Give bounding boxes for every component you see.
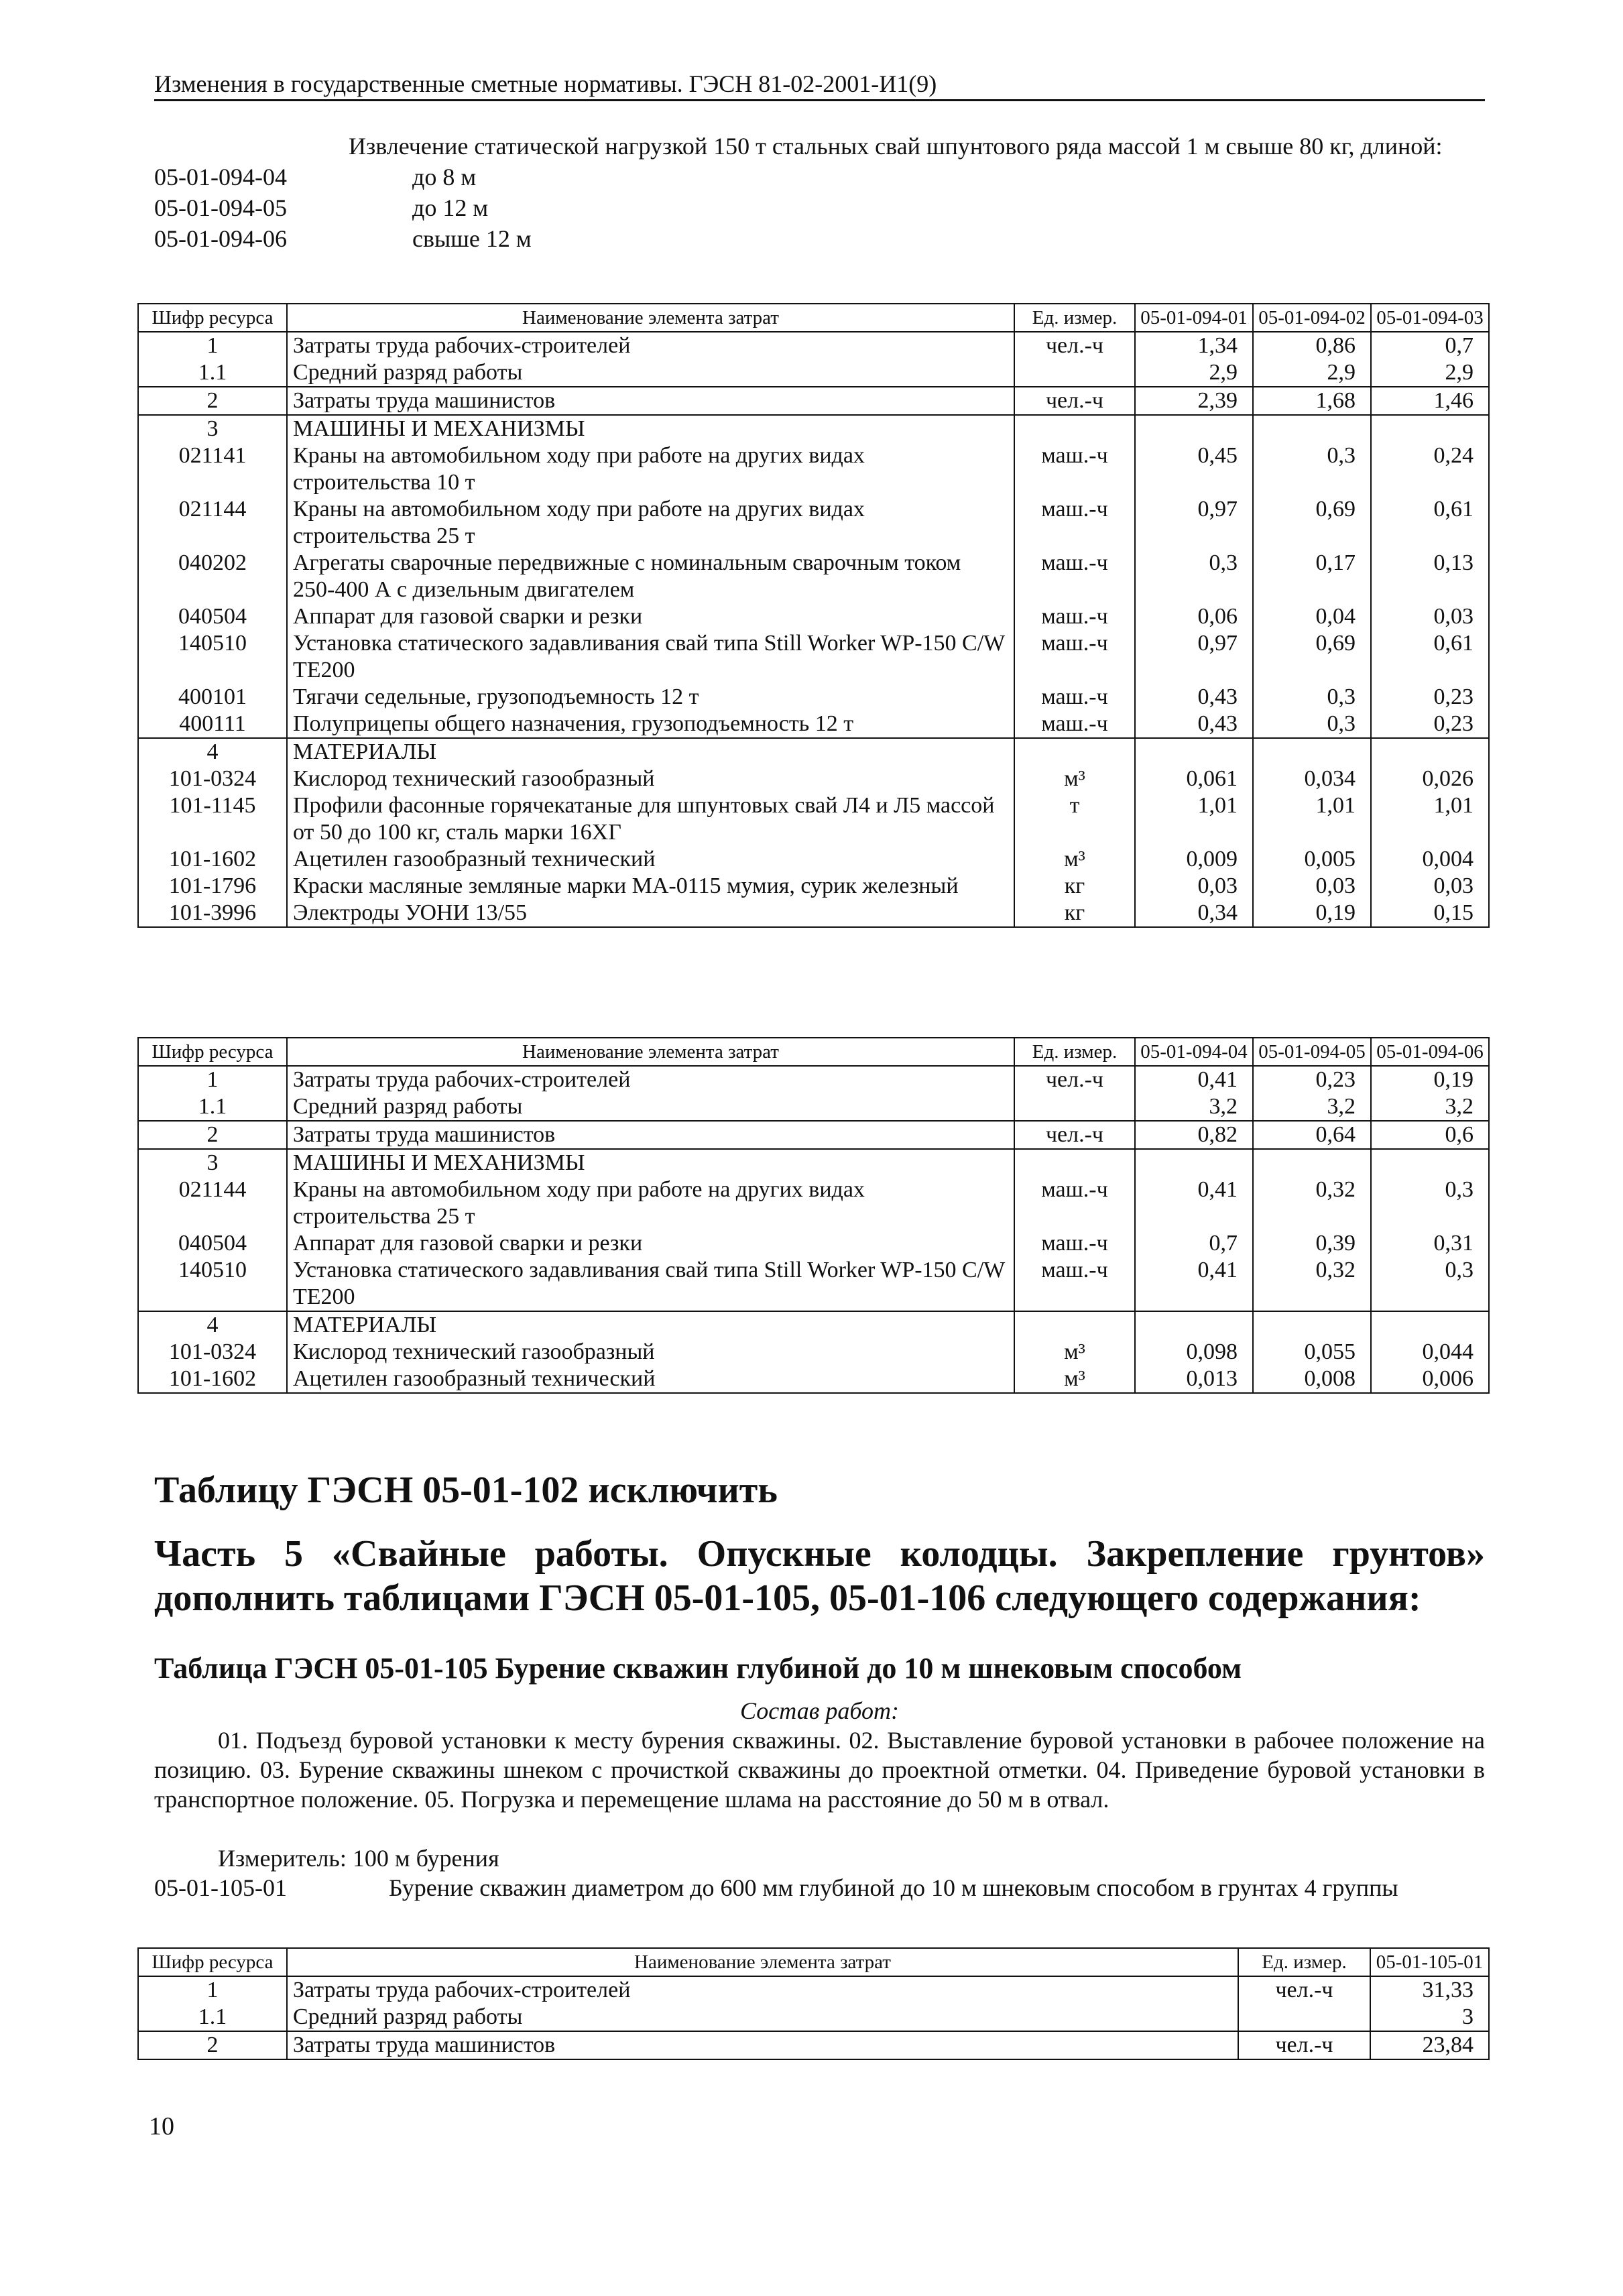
- norm-value: 0,24: [1371, 442, 1489, 496]
- resource-unit: м³: [1014, 766, 1135, 792]
- norm-value: 0,026: [1371, 766, 1489, 792]
- resource-name: Средний разряд работы: [287, 1093, 1014, 1121]
- norm-value: 0,43: [1135, 684, 1253, 711]
- table-row: [138, 1230, 1489, 1257]
- norm-value: 0,04: [1253, 603, 1371, 630]
- resource-code: 2: [138, 2031, 287, 2059]
- norm-value: [1253, 1311, 1371, 1339]
- resource-code: 2: [138, 387, 287, 415]
- norm-value: 2,9: [1135, 359, 1253, 387]
- resource-unit: кг: [1014, 873, 1135, 900]
- table-row: [138, 550, 1489, 603]
- resource-name: Средний разряд работы: [287, 2004, 1238, 2031]
- col-norm-header: 05-01-105-01: [1370, 1948, 1489, 1976]
- col-name-header: Наименование элемента затрат: [287, 1948, 1238, 1976]
- resource-name: Затраты труда рабочих-строителей: [287, 1976, 1238, 2004]
- resource-name: Кислород технический газообразный: [287, 1339, 1014, 1366]
- norm-value: 1,01: [1371, 792, 1489, 846]
- norm-value: 0,41: [1135, 1176, 1253, 1230]
- resource-name: Затраты труда машинистов: [287, 2031, 1238, 2059]
- resource-code: 101-0324: [138, 1339, 287, 1366]
- norm-value: 0,86: [1253, 332, 1371, 359]
- resource-unit: маш.-ч: [1014, 496, 1135, 550]
- resource-name: Краски масляные земляные марки МА-0115 мумия, сурик железный: [287, 873, 1014, 900]
- norm-value: 0,03: [1135, 873, 1253, 900]
- table-row: [138, 1339, 1489, 1366]
- col-norm-header: 05-01-094-01: [1135, 304, 1253, 332]
- norm-value: [1371, 1311, 1489, 1339]
- col-norm-header: 05-01-094-05: [1253, 1038, 1371, 1066]
- resource-unit: м³: [1014, 1339, 1135, 1366]
- resource-name: Электроды УОНИ 13/55: [287, 900, 1014, 927]
- norm-value: 3,2: [1135, 1093, 1253, 1121]
- norm-value: 0,055: [1253, 1339, 1371, 1366]
- resource-unit: маш.-ч: [1014, 684, 1135, 711]
- norm-value: 1,01: [1253, 792, 1371, 846]
- norm-value: 0,3: [1253, 442, 1371, 496]
- page-number: 10: [149, 2112, 174, 2140]
- norm-value: 0,31: [1371, 1230, 1489, 1257]
- norm-value: 0,69: [1253, 630, 1371, 684]
- table-row: [138, 1257, 1489, 1311]
- norm-value: 0,32: [1253, 1176, 1371, 1230]
- resource-code: 1: [138, 1066, 287, 1093]
- resource-table-1: [137, 303, 1490, 928]
- col-code-header: Шифр ресурса: [138, 1038, 287, 1066]
- table-row: [138, 442, 1489, 496]
- norm-value: 0,23: [1253, 1066, 1371, 1093]
- norm-value: 3,2: [1253, 1093, 1371, 1121]
- resource-code: 101-0324: [138, 766, 287, 792]
- norm-value: 1,34: [1135, 332, 1253, 359]
- table-row: [138, 1976, 1489, 2004]
- col-unit-header: Ед. измер.: [1238, 1948, 1370, 1976]
- norm-value: 0,03: [1371, 873, 1489, 900]
- resource-unit: маш.-ч: [1014, 603, 1135, 630]
- resource-unit: т: [1014, 792, 1135, 846]
- norm-value: 0,97: [1135, 630, 1253, 684]
- norm-value: 0,34: [1135, 900, 1253, 927]
- resource-code: 101-1602: [138, 846, 287, 873]
- resource-unit: маш.-ч: [1014, 550, 1135, 603]
- resource-name: МАШИНЫ И МЕХАНИЗМЫ: [287, 415, 1014, 442]
- table-row: [138, 496, 1489, 550]
- norm-value: 0,004: [1371, 846, 1489, 873]
- item-code: 05-01-105-01: [154, 1874, 287, 1901]
- norm-value: 23,84: [1370, 2031, 1489, 2059]
- norm-value: 0,3: [1371, 1257, 1489, 1311]
- work-title: Состав работ:: [740, 1697, 899, 1724]
- resource-name: Затраты труда машинистов: [287, 387, 1014, 415]
- resource-unit: чел.-ч: [1238, 2031, 1370, 2059]
- heading-table105: Таблица ГЭСН 05-01-105 Бурение скважин глубиной до 10 м шнековым способом: [154, 1652, 1242, 1685]
- resource-name: Ацетилен газообразный технический: [287, 846, 1014, 873]
- resource-code: 1: [138, 1976, 287, 2004]
- norm-value: 0,3: [1371, 1176, 1489, 1230]
- resource-name: МАШИНЫ И МЕХАНИЗМЫ: [287, 1149, 1014, 1176]
- table-row: [138, 684, 1489, 711]
- norm-value: 3: [1370, 2004, 1489, 2031]
- table-row: [138, 873, 1489, 900]
- norm-value: [1135, 415, 1253, 442]
- norm-value: [1253, 1149, 1371, 1176]
- norm-value: 0,97: [1135, 496, 1253, 550]
- table-row: [138, 1311, 1489, 1339]
- resource-unit: маш.-ч: [1014, 442, 1135, 496]
- resource-code: 1.1: [138, 1093, 287, 1121]
- norm-value: 0,005: [1253, 846, 1371, 873]
- resource-name: Краны на автомобильном ходу при работе на других видах строительства 25 т: [287, 496, 1014, 550]
- norm-value: 0,3: [1253, 684, 1371, 711]
- col-code-header: Шифр ресурса: [138, 304, 287, 332]
- table-row: [138, 630, 1489, 684]
- resource-unit: [1014, 738, 1135, 766]
- work-text: 01. Подъезд буровой установки к месту бурения скважины. 02. Выставление буровой установки в рабочее положение на позицию. 03. Бурение скважины шнеком с прочисткой скважины до проектной отметки. 04. Приведение буровой установки в транспортное положение. 05. Погрузка и перемещение шлама на расстояние до 50 м в отвал.: [154, 1727, 1485, 1813]
- resource-unit: м³: [1014, 846, 1135, 873]
- col-norm-header: 05-01-094-03: [1371, 304, 1489, 332]
- resource-code: 140510: [138, 1257, 287, 1311]
- norm-value: [1135, 738, 1253, 766]
- norm-value: 0,7: [1135, 1230, 1253, 1257]
- norm-value: 2,9: [1253, 359, 1371, 387]
- norm-value: 0,41: [1135, 1257, 1253, 1311]
- intro-block: [154, 131, 1488, 254]
- resource-unit: чел.-ч: [1014, 387, 1135, 415]
- table-row: [138, 359, 1489, 387]
- resource-code: 021141: [138, 442, 287, 496]
- resource-table-2: [137, 1037, 1490, 1394]
- norm-value: 0,13: [1371, 550, 1489, 603]
- resource-code: 400111: [138, 711, 287, 738]
- resource-code: 2: [138, 1121, 287, 1149]
- meter-text: Измеритель: 100 м бурения: [218, 1845, 499, 1872]
- norm-value: 0,06: [1135, 603, 1253, 630]
- resource-code: 101-1796: [138, 873, 287, 900]
- norm-value: 0,013: [1135, 1366, 1253, 1393]
- intro-text: до 8 м: [412, 164, 477, 190]
- norm-value: 0,3: [1253, 711, 1371, 738]
- resource-unit: кг: [1014, 900, 1135, 927]
- intro-title: Извлечение статической нагрузкой 150 т стальных свай шпунтового ряда массой 1 м свыше 80 кг, длиной:: [349, 133, 1443, 160]
- resource-name: МАТЕРИАЛЫ: [287, 738, 1014, 766]
- resource-unit: маш.-ч: [1014, 1257, 1135, 1311]
- resource-unit: маш.-ч: [1014, 1176, 1135, 1230]
- norm-value: 0,006: [1371, 1366, 1489, 1393]
- intro-code: 05-01-094-05: [154, 194, 287, 221]
- norm-value: 0,098: [1135, 1339, 1253, 1366]
- intro-code: 05-01-094-04: [154, 164, 287, 190]
- resource-unit: маш.-ч: [1014, 1230, 1135, 1257]
- norm-value: 0,008: [1253, 1366, 1371, 1393]
- norm-value: 0,03: [1371, 603, 1489, 630]
- resource-code: 101-1145: [138, 792, 287, 846]
- resource-name: Краны на автомобильном ходу при работе на других видах строительства 10 т: [287, 442, 1014, 496]
- resource-code: 4: [138, 738, 287, 766]
- norm-value: 0,45: [1135, 442, 1253, 496]
- norm-value: 0,19: [1371, 1066, 1489, 1093]
- norm-value: 0,64: [1253, 1121, 1371, 1149]
- item-105-01: [154, 1873, 1485, 1902]
- resource-unit: [1014, 1149, 1135, 1176]
- resource-name: Тягачи седельные, грузоподъемность 12 т: [287, 684, 1014, 711]
- resource-code: 140510: [138, 630, 287, 684]
- table-row: [138, 415, 1489, 442]
- resource-unit: [1014, 1311, 1135, 1339]
- resource-unit: [1014, 359, 1135, 387]
- running-header: Изменения в государственные сметные нормативы. ГЭСН 81-02-2001-И1(9): [154, 68, 1485, 101]
- resource-unit: [1014, 1093, 1135, 1121]
- norm-value: 1,46: [1371, 387, 1489, 415]
- resource-name: Ацетилен газообразный технический: [287, 1366, 1014, 1393]
- resource-code: 1: [138, 332, 287, 359]
- table-row: [138, 1066, 1489, 1093]
- table-row: [138, 1093, 1489, 1121]
- table-row: [138, 792, 1489, 846]
- resource-code: 3: [138, 1149, 287, 1176]
- norm-value: [1371, 1149, 1489, 1176]
- table-row: [138, 1176, 1489, 1230]
- resource-unit: чел.-ч: [1014, 1066, 1135, 1093]
- norm-value: 0,044: [1371, 1339, 1489, 1366]
- table-row: [138, 766, 1489, 792]
- resource-name: Установка статического задавливания свай типа Still Worker WP-150 C/W TE200: [287, 1257, 1014, 1311]
- col-norm-header: 05-01-094-06: [1371, 1038, 1489, 1066]
- resource-name: Затраты труда рабочих-строителей: [287, 1066, 1014, 1093]
- norm-value: 0,061: [1135, 766, 1253, 792]
- col-name-header: Наименование элемента затрат: [287, 1038, 1014, 1066]
- intro-text: свыше 12 м: [412, 225, 532, 252]
- resource-unit: чел.-ч: [1014, 1121, 1135, 1149]
- col-name-header: Наименование элемента затрат: [287, 304, 1014, 332]
- resource-unit: чел.-ч: [1014, 332, 1135, 359]
- col-norm-header: 05-01-094-02: [1253, 304, 1371, 332]
- resource-name: Средний разряд работы: [287, 359, 1014, 387]
- norm-value: [1253, 738, 1371, 766]
- col-unit-header: Ед. измер.: [1014, 1038, 1135, 1066]
- norm-value: 0,3: [1135, 550, 1253, 603]
- norm-value: 0,32: [1253, 1257, 1371, 1311]
- table-row: [138, 738, 1489, 766]
- heading-part5: Часть 5 «Свайные работы. Опускные колодцы. Закрепление грунтов» дополнить таблицами ГЭСН 05-01-105, 05-01-106 следующего содержания:: [154, 1533, 1485, 1619]
- table-row: [138, 900, 1489, 927]
- resource-name: МАТЕРИАЛЫ: [287, 1311, 1014, 1339]
- resource-code: 040504: [138, 1230, 287, 1257]
- col-unit-header: Ед. измер.: [1014, 304, 1135, 332]
- table-row: [138, 846, 1489, 873]
- norm-value: 31,33: [1370, 1976, 1489, 2004]
- col-norm-header: 05-01-094-04: [1135, 1038, 1253, 1066]
- norm-value: 0,7: [1371, 332, 1489, 359]
- norm-value: [1135, 1311, 1253, 1339]
- col-code-header: Шифр ресурса: [138, 1948, 287, 1976]
- norm-value: [1371, 415, 1489, 442]
- resource-name: Аппарат для газовой сварки и резки: [287, 603, 1014, 630]
- table-row: [138, 603, 1489, 630]
- resource-name: Аппарат для газовой сварки и резки: [287, 1230, 1014, 1257]
- norm-value: 0,15: [1371, 900, 1489, 927]
- resource-name: Агрегаты сварочные передвижные с номинальным сварочным током 250-400 А с дизельным двигателем: [287, 550, 1014, 603]
- norm-value: 2,9: [1371, 359, 1489, 387]
- table-row: [138, 2004, 1489, 2031]
- table-row: [138, 1121, 1489, 1149]
- resource-code: 3: [138, 415, 287, 442]
- resource-code: 1.1: [138, 2004, 287, 2031]
- resource-code: 101-1602: [138, 1366, 287, 1393]
- table-row: [138, 711, 1489, 738]
- resource-name: Кислород технический газообразный: [287, 766, 1014, 792]
- intro-text: до 12 м: [412, 194, 489, 221]
- table-row: [138, 2031, 1489, 2059]
- norm-value: 0,82: [1135, 1121, 1253, 1149]
- norm-value: 0,23: [1371, 711, 1489, 738]
- resource-code: 4: [138, 1311, 287, 1339]
- norm-value: 0,69: [1253, 496, 1371, 550]
- resource-code: 040504: [138, 603, 287, 630]
- resource-code: 040202: [138, 550, 287, 603]
- norm-value: 3,2: [1371, 1093, 1489, 1121]
- norm-value: [1371, 738, 1489, 766]
- resource-name: Затраты труда машинистов: [287, 1121, 1014, 1149]
- heading-exclude: Таблицу ГЭСН 05-01-102 исключить: [154, 1469, 778, 1511]
- intro-code: 05-01-094-06: [154, 225, 287, 252]
- norm-value: 2,39: [1135, 387, 1253, 415]
- norm-value: 1,01: [1135, 792, 1253, 846]
- resource-code: 021144: [138, 496, 287, 550]
- norm-value: 0,39: [1253, 1230, 1371, 1257]
- resource-unit: маш.-ч: [1014, 630, 1135, 684]
- norm-value: 0,43: [1135, 711, 1253, 738]
- table-row: [138, 1366, 1489, 1393]
- resource-name: Профили фасонные горячекатаные для шпунтовых свай Л4 и Л5 массой от 50 до 100 кг, сталь марки 16ХГ: [287, 792, 1014, 846]
- norm-value: 0,61: [1371, 496, 1489, 550]
- resource-name: Краны на автомобильном ходу при работе на других видах строительства 25 т: [287, 1176, 1014, 1230]
- resource-name: Затраты труда рабочих-строителей: [287, 332, 1014, 359]
- resource-table-3: [137, 1947, 1490, 2060]
- norm-value: 0,034: [1253, 766, 1371, 792]
- resource-code: 021144: [138, 1176, 287, 1230]
- item-text: Бурение скважин диаметром до 600 мм глубиной до 10 м шнековым способом в грунтах 4 группы: [389, 1874, 1398, 1901]
- norm-value: [1253, 415, 1371, 442]
- resource-unit: чел.-ч: [1238, 1976, 1370, 2004]
- norm-value: 1,68: [1253, 387, 1371, 415]
- resource-code: 1.1: [138, 359, 287, 387]
- resource-name: Установка статического задавливания свай типа Still Worker WP-150 C/W TE200: [287, 630, 1014, 684]
- norm-value: 0,23: [1371, 684, 1489, 711]
- table-row: [138, 332, 1489, 359]
- resource-code: 400101: [138, 684, 287, 711]
- norm-value: 0,6: [1371, 1121, 1489, 1149]
- norm-value: 0,41: [1135, 1066, 1253, 1093]
- norm-value: 0,61: [1371, 630, 1489, 684]
- norm-value: 0,17: [1253, 550, 1371, 603]
- norm-value: 0,03: [1253, 873, 1371, 900]
- resource-unit: [1014, 415, 1135, 442]
- norm-value: 0,009: [1135, 846, 1253, 873]
- resource-unit: м³: [1014, 1366, 1135, 1393]
- resource-unit: маш.-ч: [1014, 711, 1135, 738]
- resource-unit: [1238, 2004, 1370, 2031]
- table-row: [138, 387, 1489, 415]
- resource-name: Полуприцепы общего назначения, грузоподъемность 12 т: [287, 711, 1014, 738]
- norm-value: 0,19: [1253, 900, 1371, 927]
- table-row: [138, 1149, 1489, 1176]
- norm-value: [1135, 1149, 1253, 1176]
- resource-code: 101-3996: [138, 900, 287, 927]
